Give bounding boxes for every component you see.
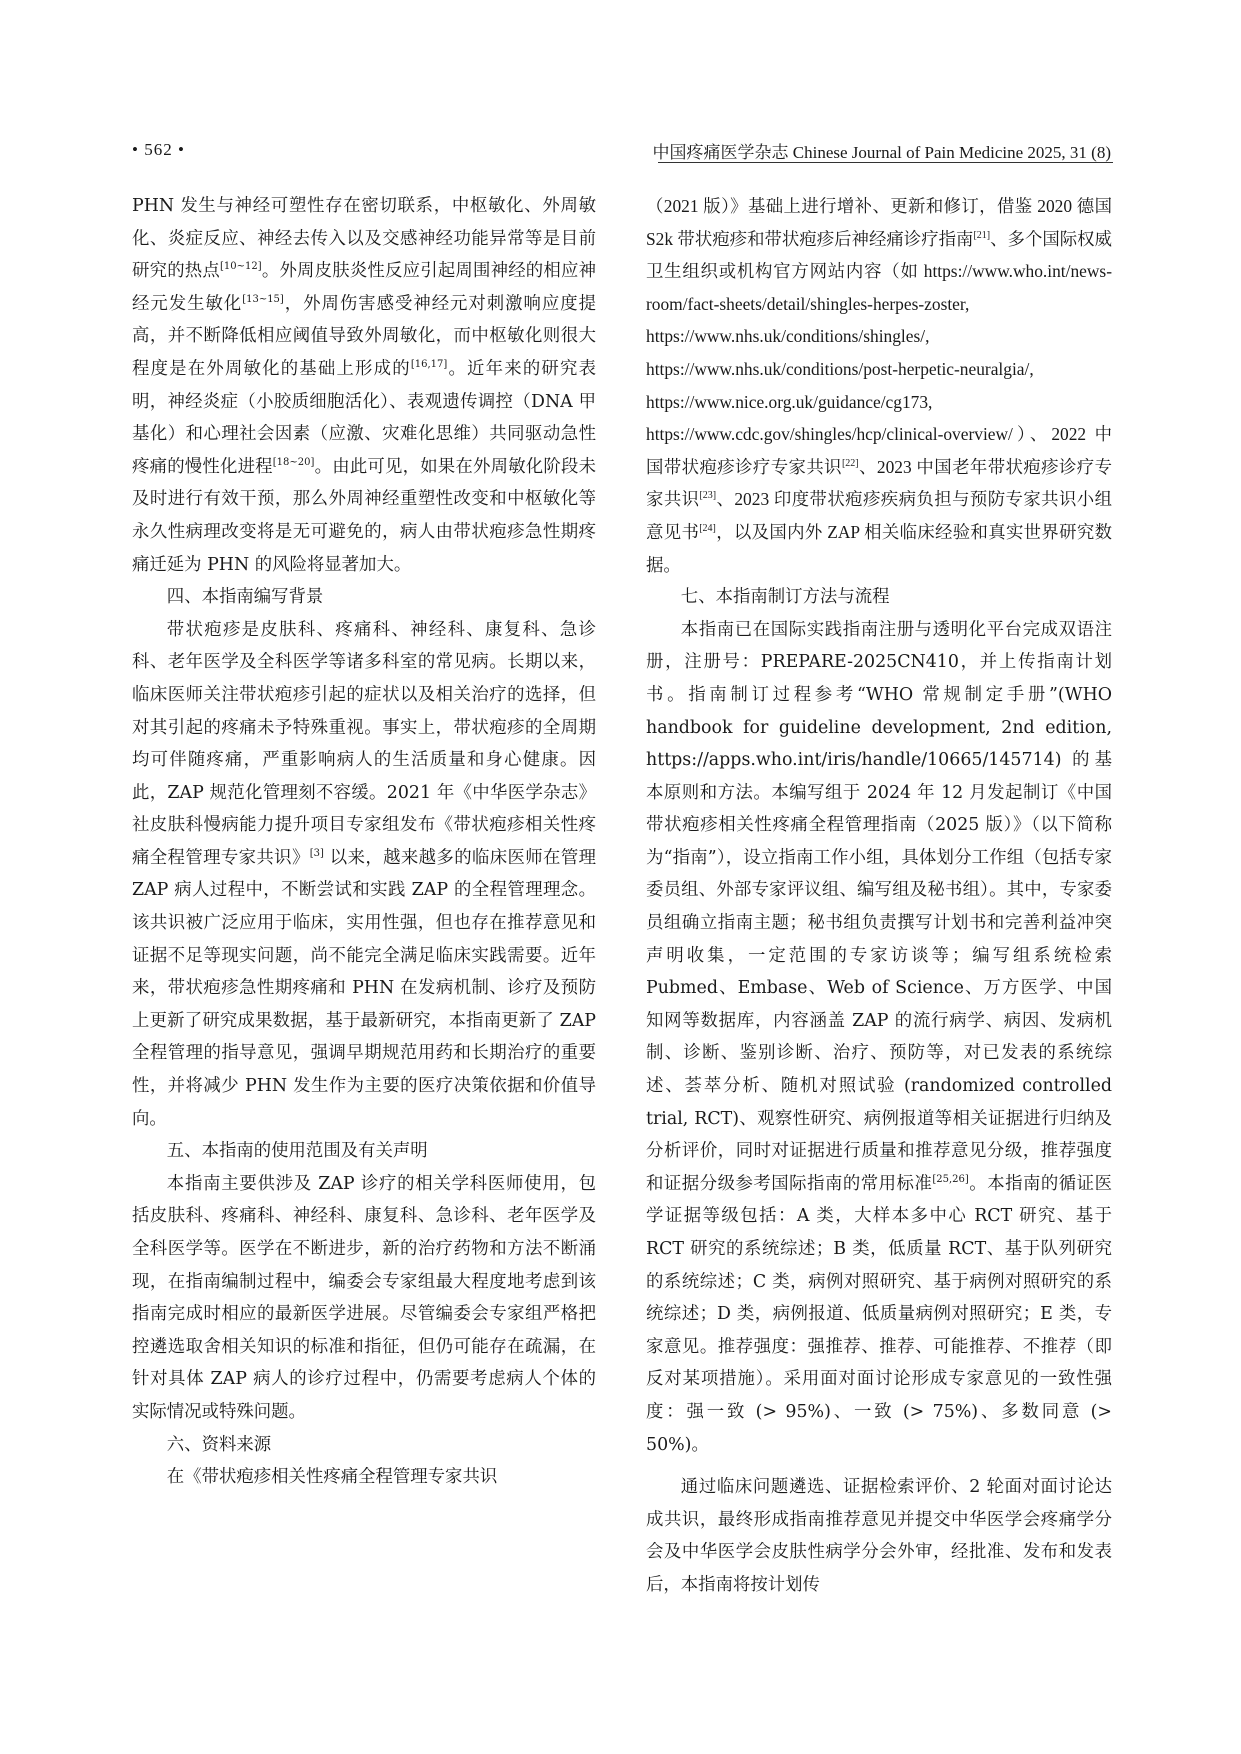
paragraph-phn-mechanism [132,190,596,581]
paragraph-background [132,614,596,1136]
citation-ref: [23] [699,490,717,502]
citation-ref: [24] [699,523,716,535]
section-heading-6: 六、资料来源 [166,1434,272,1455]
text-run: 、多个国际权威卫生组织或机构官方网站内容（如 https://www.who.int/news-room/fact-sheets/detail/shingles-herpes-zoster, https://www.nhs.uk/conditions/shingles/, https://www.nhs.uk/conditions/post-herpetic-neuralgia/, https://www.nice.org.uk/guidance/cg173, https://www.cdc.gov/shingles/hcp/clinical-overview/）、2022 中国带状疱疹诊疗专家共识 [646,228,1112,477]
citation-ref: [16,17] [410,359,448,371]
paragraph-methods [646,614,1112,1461]
text-run: 以来，越来越多的临床医师在管理 ZAP 病人过程中，不断尝试和实践 ZAP 的全程管理理念。该共识被广泛应用于临床，实用性强，但也存在推荐意见和证据不足等现实问题，尚不能完全满足临床实践需要。近年来，带状疱疹急性期疼痛和 PHN 在发病机制、诊疗及预防上更新了研究成果数据，基于最新研究，本指南更新了 ZAP 全程管理的指导意见，强调早期规范用药和长期治疗的重要性，并将减少 PHN 发生作为主要的医疗决策依据和价值导向。 [132,847,596,1129]
paragraph-sources-cont [646,190,1112,581]
page-number: • 562 • [132,140,185,159]
section-heading-7: 七、本指南制订方法与流程 [680,587,890,608]
text-run: 、2023 印度带状疱疹疾病负担与预防专家共识小组意见书 [646,489,1112,542]
paragraph-scope: 本指南主要供涉及 ZAP 诊疗的相关学科医师使用，包括皮肤科、疼痛科、神经科、康复科、急诊科、老年医学及全科医学等。医学在不断进步，新的治疗药物和方法不断涌现，在指南编制过程中，编委会专家组最大程度地考虑到该指南完成时相应的最新医学进展。尽管编委会专家组严格把控遴选取舍相关知识的标准和指征，但仍可能存在疏漏，在针对具体 ZAP 病人的诊疗过程中，仍需要考虑病人个体的实际情况或特殊问题。 [132,1173,596,1422]
text-run: 。近年来的研究表明，神经炎症（小胶质细胞活化）、表观遗传调控（DNA 甲基化）和心理社会因素（应激、灾难化思维）共同驱动急性疼痛的慢性化进程 [132,358,596,477]
paragraph-consensus: 通过临床问题遴选、证据检索评价、2 轮面对面讨论达成共识，最终形成指南推荐意见并提交中华医学会疼痛学分会及中华医学会皮肤性病学分会外审，经批准、发布和发表后，本指南将按计划传 [646,1477,1112,1595]
text-run: PHN 发生与神经可塑性存在密切联系，中枢敏化、外周敏化、炎症反应、神经去传入以及交感神经功能异常等是目前研究的热点 [132,196,596,282]
header-rule [658,162,1113,163]
citation-ref: [10~12] [220,261,262,273]
text-run: ，外周伤害感受神经元对刺激响应度提高，并不断降低相应阈值导致外周敏化，而中枢敏化则很大程度是在外周敏化的基础上形成的 [132,293,596,379]
section-heading-5: 五、本指南的使用范围及有关声明 [166,1141,428,1162]
text-run: （2021 版）》基础上进行增补、更新和修订，借鉴 2020 德国 S2k 带状疱疹和带状疱疹后神经痛诊疗指南 [646,196,1112,249]
section-heading-4: 四、本指南编写背景 [166,587,324,608]
text-run: 。由此可见，如果在外周敏化阶段未及时进行有效干预，那么外周神经重塑性改变和中枢敏化等永久性病理改变将是无可避免的，病人由带状疱疹急性期疼痛迁延为 PHN 的风险将显著加大。 [132,456,596,575]
text-run: ，以及国内外 ZAP 相关临床经验和真实世界研究数据。 [646,521,1112,575]
citation-ref: [13~15] [242,293,284,305]
journal-running-head: 中国疼痛医学杂志 Chinese Journal of Pain Medicine 2025, 31 (8) [652,143,1111,162]
left-column [132,190,596,1494]
right-column [646,190,1112,1602]
citation-ref: [3] [309,848,324,860]
text-run: 、2023 中国老年带状疱疹诊疗专家共识 [646,456,1112,510]
citation-ref: [25,26] [932,1174,969,1186]
paragraph-sources-start: 在《带状疱疹相关性疼痛全程管理专家共识 [166,1467,498,1488]
text-run: 。本指南的循证医学证据等级包括：A 类，大样本多中心 RCT 研究、基于 RCT 研究的系统综述；B 类，低质量 RCT、基于队列研究的系统综述；C 类，病例对照研究、基于病例对照研究的系统综述；D 类，病例报道、低质量病例对照研究；E 类，专家意见。推荐强度：强推荐、推荐、可能推荐、不推荐（即反对某项措施）。采用面对面讨论形成专家意见的一致性强度：强一致 (> 95%)、一致 (> 75%)、多数同意 (> 50%)。 [646,1173,1112,1455]
text-run: 本指南已在国际实践指南注册与透明化平台完成双语注册，注册号：PREPARE-2025CN410，并上传指南计划书。指南制订过程参考“WHO 常规制定手册”(WHO handbook for guideline development, 2nd edition, https://apps.who.int/iris/handle/10665/145714) 的基本原则和方法。本编写组于 2024 年 12 月发起制订《中国带状疱疹相关性疼痛全程管理指南（2025 版）》（以下简称为“指南”），设立指南工作小组，具体划分工作组（包括专家委员组、外部专家评议组、编写组及秘书组）。其中，专家委员组确立指南主题；秘书组负责撰写计划书和完善利益冲突声明收集，一定范围的专家访谈等；编写组系统检索 Pubmed、Embase、Web of Science、万方医学、中国知网等数据库，内容涵盖 ZAP 的流行病学、病因、发病机制、诊断、鉴别诊断、治疗、预防等，对已发表的系统综述、荟萃分析、随机对照试验 (randomized controlled trial, RCT)、观察性研究、病例报道等相关证据进行归纳及分析评价，同时对证据进行质量和推荐意见分级，推荐强度和证据分级参考国际指南的常用标准 [646,619,1112,1194]
citation-ref: [22] [841,457,859,469]
text-run: 带状疱疹是皮肤科、疼痛科、神经科、康复科、急诊科、老年医学及全科医学等诸多科室的常见病。长期以来，临床医师关注带状疱疹引起的症状以及相关治疗的选择，但对其引起的疼痛未予特殊重视。事实上，带状疱疹的全周期均可伴随疼痛，严重影响病人的生活质量和身心健康。因此，ZAP 规范化管理刻不容缓。2021 年《中华医学杂志》社皮肤科慢病能力提升项目专家组发布《带状疱疹相关性疼痛全程管理专家共识》 [132,619,596,868]
text-run: 。外周皮肤炎性反应引起周围神经的相应神经元发生敏化 [132,261,596,314]
citation-ref: [18~20] [272,456,315,468]
citation-ref: [21] [973,229,991,241]
